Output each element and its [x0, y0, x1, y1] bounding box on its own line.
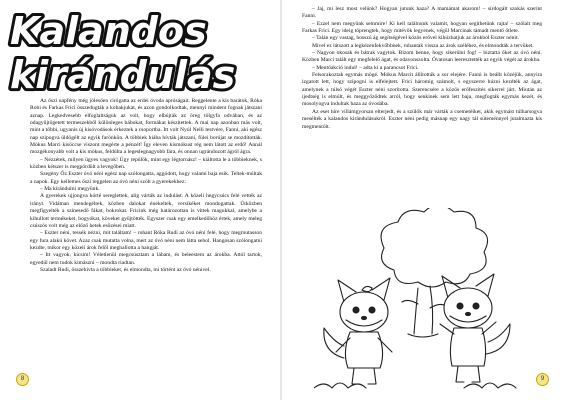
paragraph: – Eszter néni, tessék nézni, mit találtam! – rohant Róka Rudi az óvó néni felé, hogy megmutasson egy fura alakú követ. Azaz csak mutatta volna, mert az óvó néni nem látta sehol. Hangosan szólongatni kezdte, mikor egy közeli árok felől meghallotta a hangját.	[30, 230, 262, 251]
page-number-right: 9	[536, 373, 549, 386]
left-page	[0, 0, 280, 400]
fox-children-illustration	[314, 208, 524, 396]
paragraph: Az eset híre villámgyorsan elterjedt, és a szülők már várták a csemetéiket, akik egymást túlharsogva mesélték a kalandos kirándulásukról. Eszter néni pedig másnap egy nagy tál süteménnyel jutalmazta kis megmentőit.	[302, 108, 542, 130]
paragraph: Az őszi napfény még jólesően cirógatta az erdei óvoda apróságait. Reggelente a kis barátok, Róka Robi és Farkas Frici összedugták a kobakjukat, és azon gondolkodtak, mennyi mindent fognak játszani aznap. Legkedvesebb elfoglaltságuk az volt, hogy elbújták az öreg tölgyfa odvában, és az odagyűjtögetett termeszekből különleges bábokat, formákat készítettek. A mai nap azonban más volt, mint a többi, ugyanis új kisóvodások érkeztek a csoportba. Itt volt Nyúl Nelli testvére, Fanni, aki egész nap szipogva üldögélt az egyik farönkön. A többiek hiába hívták játszani, fülei borújat se mozdították. Mókus Marci kisöccse viszont megérte a pénzét! Így eleven kismókust rég nem látott az erdő! Annál mozgékonyabb volt a kis mókus, feldúlta a legeslegnagyobb fára, és onnan ugrándozott ágról ágra.	[30, 98, 262, 156]
paragraph: – Itt vagyok, kicsim! Véletlenül megcsúsztam a lábam, és beleestem az árokba. Attól tartok, egyedül nem tudok kimászni – mondta riadtan.	[30, 252, 262, 266]
paragraph: Szaladt Rudi, összehívta a többieket, és elmondta, mi történt az óvó nénivel.	[40, 266, 211, 273]
fox-girl-icon	[324, 278, 392, 384]
left-story-text	[30, 98, 262, 274]
paragraph: – Ma kirándulni megyünk.	[40, 186, 100, 193]
paragraph: – Talán egy vastag, hosszú ág segítségével közös erővel kihúzhatjuk az árokból Eszter nénit.	[312, 35, 519, 42]
title-line2: kirándulás	[10, 53, 236, 96]
paragraph: – Mentőakció indul! – adta ki a parancsot Frici.	[312, 64, 419, 71]
page-number-left: 8	[16, 373, 29, 386]
paragraph: Felsorakoztak egymás mögé. Mókus Marcit állították a sor elejére. Fanni is beállt közéjük, annyira izgatott lett, hogy szipogni is elfelejtett. Frici háromig számolt, s egyszerre húzni kezdték az ágat, amelynek a túlsó végét Eszter néni szorította. Szerencsére a közös erőfeszítés sikerrel járt. Miután az ijedtség is elmúlt, és meggyőződtek arról, hogy senkinek sem lett baja, megfogták egymás kezét, és mosolyogva indultak haza az óvodába.	[302, 72, 542, 108]
fox-boy-icon	[440, 274, 510, 382]
paragraph: Mivel ez látszott a legkézenfekvőbbnek, rohantak vissza az árok széléhez, és elmondták a tervüket.	[312, 42, 534, 49]
title-lettering	[6, 6, 276, 96]
page-title	[6, 6, 276, 96]
paragraph: Szegény Őz Eszter óvó néni egész nap szólongatta, aggódott, hogy valami baja esik. Teltek-múltak a napok. Egy kellemes őszi reggelen az óvó néni szólt a gyerekekhez:	[30, 171, 262, 185]
right-story-text	[302, 6, 542, 131]
paragraph: – Nagyon okosak és bátrak vagytok. Bízom benne, hogy sikerülni fog! – biztatta őket az óvó néni. Közben Marci talált egy megfelelő ágat, és odavonszolta. Óvatosan leeresztették az egyik végét az árokba.	[302, 50, 542, 64]
right-page	[282, 0, 562, 400]
paragraph: A gyerekek ujjongva kórté sereglettek, alig várták az indulást. A közeli hegycsúcs felé vették az irányt. Vidáman mendegéltek, közben dalokat énekeltek, versikéket mondogattak. Útközben megfigyelték a színesedő fákat, bokrokat. Fricink még határozottan is vittek magukkal, amelybe a kihullott termékeket, bogyókat, köveket gyűjtötték. Egyszer csak egy emelkedőhöz értek, amely meleg csúszós volt még az előző hetek esőzései miatt.	[30, 193, 262, 229]
title-line1: Kalandos	[10, 9, 207, 53]
paragraph: – Ezzel nem megyünk semmire! Ki kell találnunk valamit, hogyan segíthetünk rajta! – szólalt meg Farkas Frici. Egy ideig töprengtek, hogy mitévők legyenek, végül Marcinak támadt mentő ötlete.	[302, 20, 542, 35]
paragraph: – Jaj, mi lesz most velünk? Hogyan jutunk haza? A mamámat akarom! – sírdogált szokás szerint Fanni.	[302, 6, 542, 20]
paragraph: – Nézzétek, milyen ügyes vagyok! Úgy repülök, mint egy légtornász! – kiáltotta le a többieknek, s közben kétszer is megpördült a levegőben.	[30, 156, 262, 171]
